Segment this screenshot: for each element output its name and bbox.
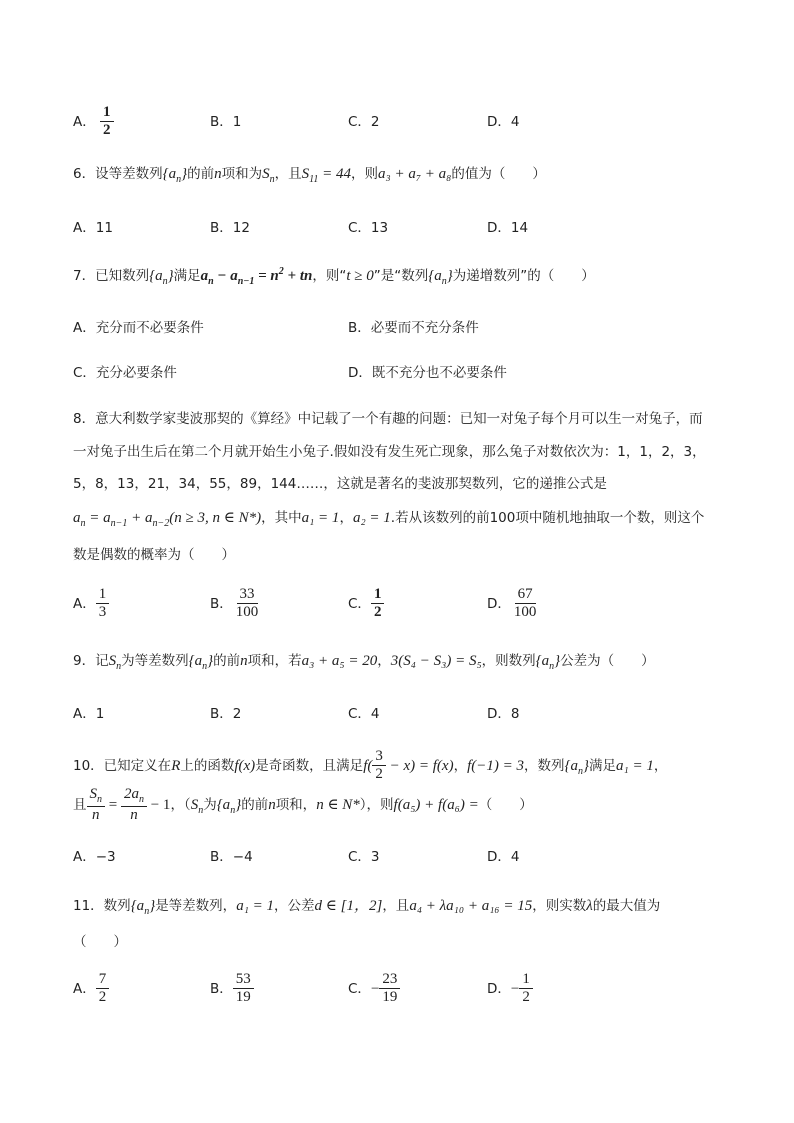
- q10-option-d: D．4: [487, 849, 520, 865]
- question-11-line-1: 11．数列$\{a_n\}$是等差数列，a₁ = 1，公差d ∈ [1，2]，且a₄ + λa₁₀ + a₁₆ = 15，则实数λ的最大值为: [73, 898, 661, 917]
- q5-option-a: [73, 104, 114, 140]
- q8-option-a: A． $\frac{1}{3}$: [73, 586, 109, 622]
- q9-option-c: C．4: [348, 706, 380, 722]
- question-8-line-4: $a_n = a_{n-1} + a_{n-2}(n \ge 3$, n ∈ N*)，其中a₁ = 1，a₂ = 1.若从该数列的前100项中随机地抽取一个数，则这个: [73, 510, 705, 529]
- q9-option-a: A．1: [73, 706, 105, 722]
- q5-option-b: B．1: [210, 114, 242, 130]
- fraction: $\frac{3}{2}$: [372, 748, 386, 784]
- fraction: $\frac{7}{2}$: [96, 971, 110, 1007]
- fraction: $\frac{1}{2}$: [100, 104, 114, 140]
- fraction: $\frac{1}{3}$: [96, 586, 110, 622]
- q11-option-d: D．− $\frac{1}{2}$: [487, 971, 533, 1007]
- fraction: $\frac{67}{100}$: [513, 586, 537, 621]
- q9-option-d: D．8: [487, 706, 520, 722]
- question-8-line-3: 5，8，13，21，34，55，89，144……，这就是著名的斐波那契数列，它的递推公式是: [73, 476, 607, 492]
- question-6-stem: 6．设等差数列$\{a_n\}$的前n项和为$S_n$，且$S_{11} = 44$，则a₃ + a₇ + a₈的值为（ ）: [73, 166, 546, 185]
- fraction: $\frac{1}{2}$: [371, 586, 385, 622]
- q8-option-b: B． $\frac{33}{100}$: [210, 586, 261, 622]
- question-8-line-5: 数是偶数的概率为（ ）: [73, 547, 235, 563]
- question-10-line-2: 且 $\frac{S_n}{n}$ = $\frac{2a_n}{n}$ − 1，（$S_n$为$\{a_n\}$的前n项和，n ∈ N*），则f(a₅) + f(a₆) =（ ）: [73, 786, 533, 823]
- fraction: $\frac{53}{19}$: [233, 971, 254, 1007]
- q6-option-c: C．13: [348, 220, 389, 236]
- option-label: A．: [73, 113, 96, 130]
- question-9-stem: 9．记$S_n$为等差数列$\{a_n\}$的前n项和，若a₃ + a₅ = 20，3(S₄ − S₃) = S₅，则数列$\{a_n\}$公差为（ ）: [73, 653, 655, 672]
- q7-option-b: B．必要而不充分条件: [348, 320, 479, 336]
- q8-option-d: D． $\frac{67}{100}$: [487, 586, 539, 622]
- q8-option-c: C． $\frac{1}{2}$: [348, 586, 384, 622]
- q10-option-a: A．−3: [73, 849, 116, 865]
- q11-option-a: A． $\frac{7}{2}$: [73, 971, 109, 1007]
- q9-option-b: B．2: [210, 706, 242, 722]
- q6-option-b: B．12: [210, 220, 250, 236]
- question-8-line-2: 一对兔子出生后在第二个月就开始生小兔子.假如没有发生死亡现象，那么兔子对数依次为：1，1，2，3，: [73, 444, 706, 460]
- q7-option-c: C．充分必要条件: [73, 365, 177, 381]
- fraction: $\frac{33}{100}$: [235, 586, 259, 621]
- question-11-line-2: （ ）: [73, 934, 127, 950]
- q6-option-a: A．11: [73, 220, 113, 236]
- fraction: $\frac{S_n}{n}$: [87, 786, 106, 824]
- q10-option-c: C．3: [348, 849, 380, 865]
- fraction: $\frac{2a_n}{n}$: [121, 786, 147, 824]
- q5-option-d: D．4: [487, 114, 520, 130]
- q7-option-a: A．充分而不必要条件: [73, 320, 204, 336]
- q11-option-b: B． $\frac{53}{19}$: [210, 971, 254, 1007]
- q11-option-c: C．− $\frac{23}{19}$: [348, 971, 400, 1007]
- fraction: $\frac{23}{19}$: [379, 971, 400, 1007]
- question-8-line-1: 8．意大利数学家斐波那契的《算经》中记载了一个有趣的问题：已知一对兔子每个月可以生一对兔子，而: [73, 411, 703, 427]
- fraction: $\frac{1}{2}$: [519, 971, 533, 1007]
- question-7-stem: 7．已知数列$\{a_n\}$满足$a_n - a_{n-1} = n^2$ + tn，则“t ≥ 0”是“数列$\{a_n\}$为递增数列”的（ ）: [73, 266, 595, 287]
- q6-option-d: D．14: [487, 220, 529, 236]
- q5-option-c: C．2: [348, 114, 380, 130]
- q10-option-b: B．−4: [210, 849, 253, 865]
- q7-option-d: D．既不充分也不必要条件: [348, 365, 507, 381]
- question-10-line-1: 10．已知定义在R上的函数f(x)是奇函数，且满足f( $\frac{3}{2}$ − x) = f(x)，f(−1) = 3，数列$\{a_n\}$满足a₁ = 1，: [73, 748, 668, 783]
